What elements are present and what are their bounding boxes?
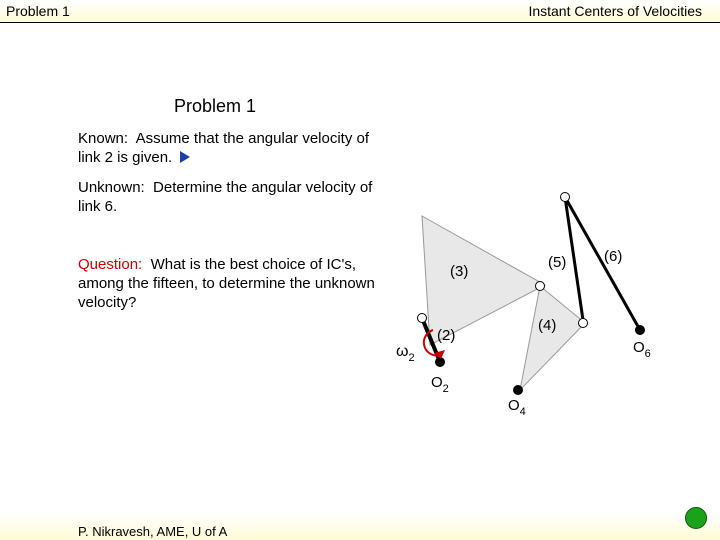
footer-bar bbox=[0, 512, 720, 540]
unknown-label: Unknown: bbox=[78, 179, 145, 196]
pivot-o4 bbox=[513, 385, 523, 395]
header-left-title: Problem 1 bbox=[6, 3, 70, 19]
link-6-bar bbox=[565, 197, 640, 330]
label-o2: $O_2$ bbox=[431, 374, 449, 395]
joint-a bbox=[561, 193, 570, 202]
label-link-2: (2) bbox=[437, 327, 456, 344]
pivot-o6 bbox=[635, 325, 645, 335]
question-text: What is the best choice of IC's, among the fifteen, to determine the unknown velocity? bbox=[78, 256, 375, 311]
unknown-text: Determine the angular velocity of link 6. bbox=[78, 179, 373, 215]
pivot-o2 bbox=[435, 357, 445, 367]
label-link-5: (5) bbox=[548, 254, 567, 271]
omega-label: $\omega_2$ bbox=[396, 343, 415, 364]
link-4-body bbox=[520, 286, 585, 390]
joint-d bbox=[418, 314, 427, 323]
label-o6: $O_6$ bbox=[633, 339, 651, 360]
known-label: Known: bbox=[78, 130, 129, 147]
known-text: Assume that the angular velocity of link 2 is given. bbox=[78, 130, 370, 166]
label-link-4: (4) bbox=[538, 317, 557, 334]
page-title: Problem 1 bbox=[174, 96, 257, 116]
footer-credit: P. Nikravesh, AME, U of A bbox=[78, 524, 228, 539]
question-label: Question: bbox=[78, 256, 143, 273]
label-link-3: (3) bbox=[450, 263, 469, 280]
link-3-body bbox=[422, 216, 545, 345]
label-link-6: (6) bbox=[604, 248, 623, 265]
header-right-title: Instant Centers of Velocities bbox=[528, 3, 702, 19]
joint-c bbox=[579, 319, 588, 328]
joint-b bbox=[536, 282, 545, 291]
next-slide-button[interactable] bbox=[685, 507, 707, 529]
label-o4: $O_4$ bbox=[508, 397, 526, 418]
